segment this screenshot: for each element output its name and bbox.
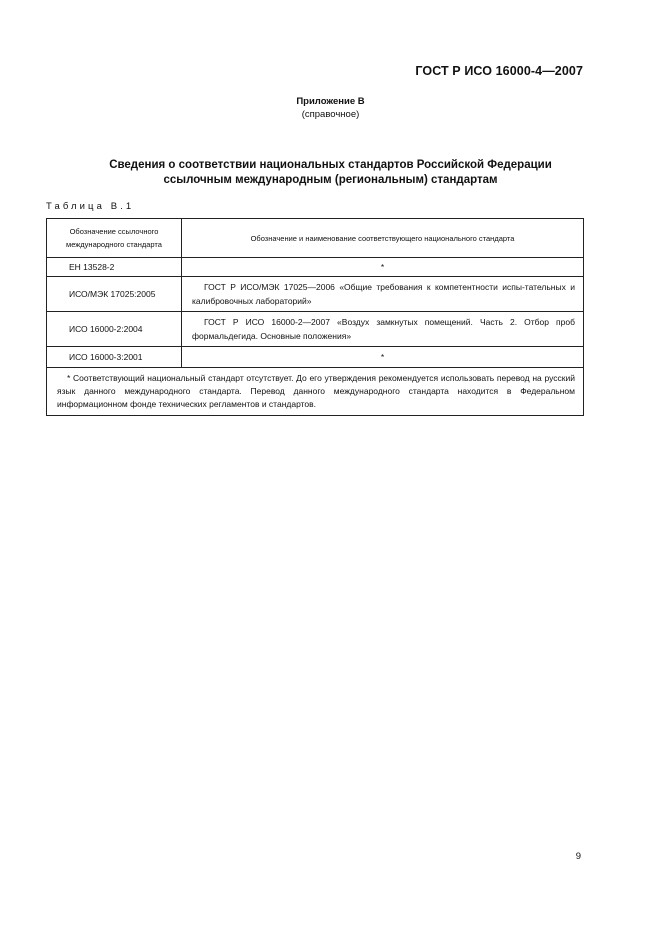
table-header-row <box>47 219 584 258</box>
international-code-cell: ЕН 13528-2 <box>47 258 182 277</box>
section-title-line-1: Сведения о соответствии национальных стандартов Российской Федерации <box>109 159 552 171</box>
table-row <box>47 258 584 277</box>
header-national-standard: Обозначение и наименование соответствующего национального стандарта <box>182 219 584 258</box>
table-row <box>47 277 584 312</box>
national-standard-cell: * <box>182 347 584 368</box>
appendix-heading <box>0 95 661 121</box>
international-code-cell: ИСО/МЭК 17025:2005 <box>47 277 182 312</box>
national-standard-cell: ГОСТ Р ИСО/МЭК 17025—2006 «Общие требования к компетентности испы-тательных и калибровочных лабораторий» <box>182 277 584 312</box>
appendix-title: Приложение В <box>296 96 365 107</box>
page-number: 9 <box>575 851 581 862</box>
international-code-cell: ИСО 16000-2:2004 <box>47 312 182 347</box>
table-footnote-row <box>47 368 584 416</box>
national-standard-cell: ГОСТ Р ИСО 16000-2—2007 «Воздух замкнутых помещений. Часть 2. Отбор проб формальдегида. Основные положения» <box>182 312 584 347</box>
international-code-cell: ИСО 16000-3:2001 <box>47 347 182 368</box>
standards-table <box>46 218 584 416</box>
section-title <box>48 158 613 188</box>
appendix-subtitle: (справочное) <box>301 109 360 120</box>
table-row <box>47 347 584 368</box>
section-title-line-2: ссылочным международным (региональным) стандартам <box>163 174 498 186</box>
table-footnote: * Соответствующий национальный стандарт отсутствует. До его утверждения рекомендуется использовать перевод на русский язык данного международного стандарта. Перевод данного международного стандарта находится в Федеральном информационном фонде технических регламентов и стандартов. <box>47 368 584 416</box>
header-international-standard: Обозначение ссылочного международного стандарта <box>47 219 182 258</box>
table-row <box>47 312 584 347</box>
table-caption: Таблица В.1 <box>46 201 135 212</box>
document-code: ГОСТ Р ИСО 16000-4—2007 <box>415 64 583 78</box>
national-standard-cell: * <box>182 258 584 277</box>
